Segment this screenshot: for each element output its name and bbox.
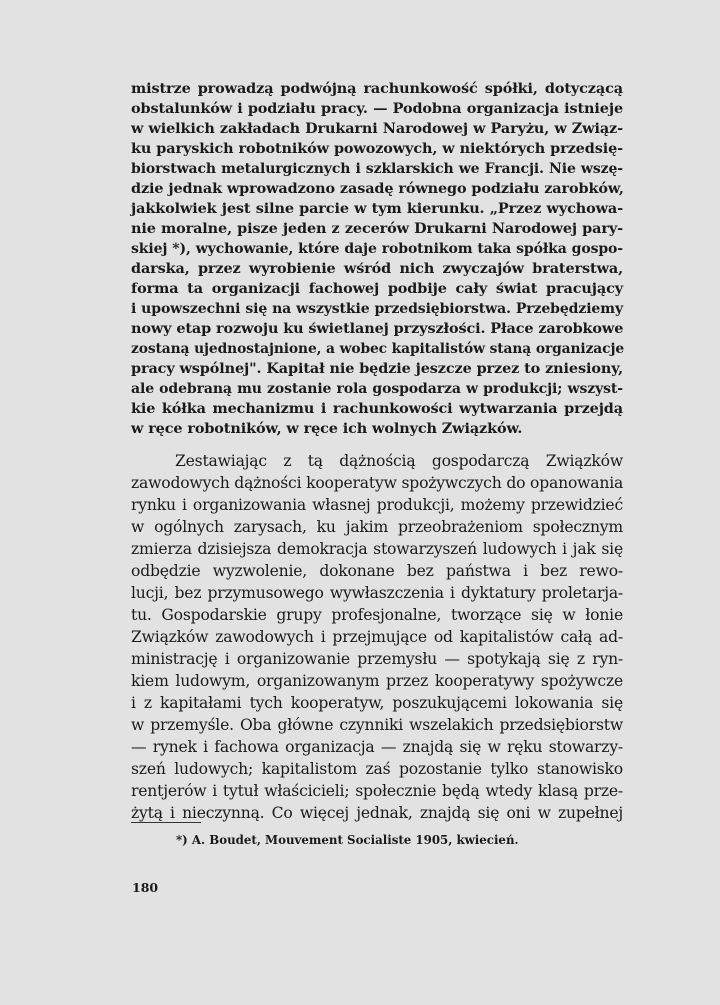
footnote-divider — [131, 822, 201, 823]
footnote: *) A. Boudet, Mouvement Socialiste 1905, kwiecień. — [176, 833, 519, 847]
text-line: Związków zawodowych i przejmujące od kapitalistów całą ad- — [131, 628, 623, 646]
text-line: Zestawiając z tą dążnością gospodarczą Związków — [175, 452, 623, 470]
text-line: skiej *), wychowanie, które daje robotnikom taka spółka gospo- — [131, 241, 623, 257]
text-line: rentjerów i tytuł właścicieli; społecznie będą wtedy klasą prze- — [131, 782, 623, 800]
text-line: dzie jednak wprowadzono zasadę równego podziału zarobków, — [131, 180, 624, 197]
text-line: kie kółka mechanizmu i rachunkowości wytwarzania przejdą — [131, 400, 623, 417]
text-line: odbędzie wyzwolenie, dokonane bez państwa i bez rewo- — [131, 562, 623, 580]
text-line: w przemyśle. Oba główne czynniki wszelakich przedsiębiorstw — [131, 716, 623, 734]
text-line: w ogólnych zarysach, ku jakim przeobrażeniom społecznym — [131, 518, 623, 536]
text-line: ku paryskich robotników powozowych, w niektórych przedsię- — [131, 140, 623, 157]
text-line: nowy etap rozwoju ku świetlanej przyszłości. Płace zarobkowe — [131, 320, 624, 337]
text-line: darska, przez wyrobienie wśród nich zwyczajów braterstwa, — [131, 260, 623, 277]
text-line: w wielkich zakładach Drukarni Narodowej w Paryżu, w Związ- — [131, 120, 623, 137]
text-line: rynku i organizowania własnej produkcji, możemy przewidzieć — [131, 496, 623, 514]
text-line: jakkolwiek jest silne parcie w tym kierunku. „Przez wychowa- — [131, 200, 623, 217]
text-line: zawodowych dążności kooperatyw spożywczych do opanowania — [131, 474, 624, 492]
text-line: i upowszechni się na wszystkie przedsiębiorstwa. Przebędziemy — [131, 301, 623, 317]
page-number: 180 — [132, 880, 159, 895]
text-line: kiem ludowym, organizowanym przez kooperatywy spożywcze — [131, 672, 623, 690]
text-line: żytą i nieczynną. Co więcej jednak, znajdą się oni w zupełnej — [131, 804, 623, 822]
text-line: w ręce robotników, w ręce ich wolnych Związków. — [131, 420, 523, 437]
text-line: mistrze prowadzą podwójną rachunkowość spółki, dotyczącą — [131, 80, 623, 97]
text-line: nie moralne, pisze jeden z zecerów Drukarni Narodowej pary- — [131, 220, 623, 237]
text-line: ale odebraną mu zostanie rola gospodarza w produkcji; wszyst- — [131, 381, 623, 397]
text-line: ministrację i organizowanie przemysłu — spotykają się z ryn- — [131, 650, 623, 668]
text-line: tu. Gospodarskie grupy profesjonalne, tworzące się w łonie — [131, 606, 623, 624]
text-line: lucji, bez przymusowego wywłaszczenia i dyktatury proletarja- — [131, 584, 623, 602]
text-line: forma ta organizacji fachowej podbije cały świat pracujący — [131, 280, 623, 297]
text-line: zmierza dzisiejsza demokracja stowarzyszeń ludowych i jak się — [131, 540, 623, 558]
text-line: pracy wspólnej". Kapitał nie będzie jeszcze przez to zniesiony, — [131, 360, 623, 377]
text-line: obstalunków i podziału pracy. — Podobna organizacja istnieje — [131, 100, 623, 117]
text-line: biorstwach metalurgicznych i szklarskich we Francji. Nie wszę- — [131, 161, 623, 177]
text-line: zostaną ujednostajnione, a wobec kapitalistów staną organizacje — [131, 341, 625, 357]
text-line: i z kapitałami tych kooperatyw, poszukującemi lokowania się — [131, 694, 623, 712]
text-line: szeń ludowych; kapitalistom zaś pozostanie tylko stanowisko — [131, 760, 623, 778]
text-line: — rynek i fachowa organizacja — znajdą się w ręku stowarzy- — [131, 738, 623, 756]
